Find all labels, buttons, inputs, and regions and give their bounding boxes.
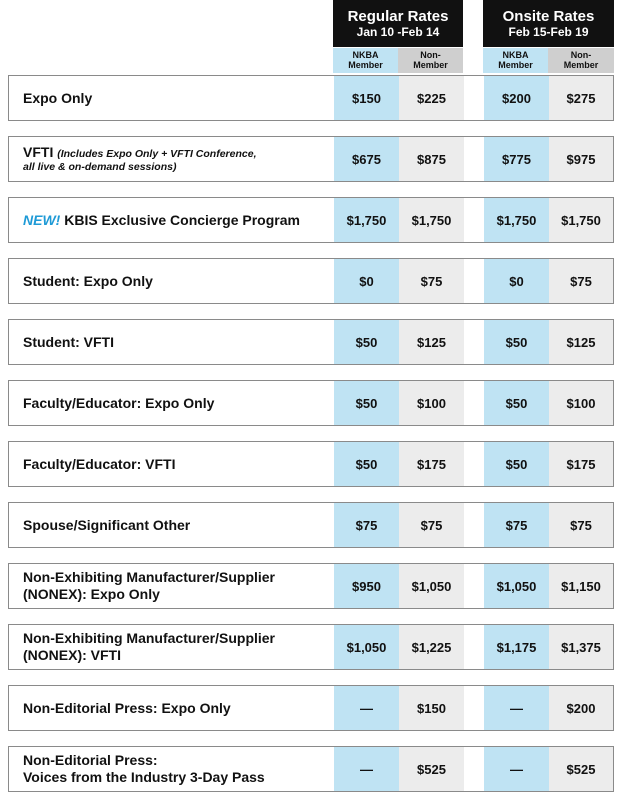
regular-member-price: —: [334, 686, 399, 730]
table-row: [8, 75, 614, 121]
onsite-member-price: $200: [484, 76, 549, 120]
onsite-member-price: $775: [484, 137, 549, 181]
onsite-nonmember-price: $100: [549, 381, 613, 425]
regular-nonmember-price: $150: [399, 686, 464, 730]
row-label-line: [23, 90, 333, 107]
regular-nonmember-price: $125: [399, 320, 464, 364]
row-label-line: [23, 630, 333, 647]
onsite-rates-header: [483, 0, 614, 47]
row-title: Faculty/Educator: Expo Only: [23, 394, 215, 411]
row-title: Student: VFTI: [23, 333, 114, 350]
table-row: [8, 319, 614, 365]
row-label-line: [23, 395, 333, 412]
regular-rates-title: Regular Rates: [347, 8, 449, 25]
regular-member-price: $675: [334, 137, 399, 181]
regular-member-price: $1,750: [334, 198, 399, 242]
onsite-member-price: $1,175: [484, 625, 549, 669]
regular-nonmember-price: $225: [399, 76, 464, 120]
regular-nonmember-price: $1,050: [399, 564, 464, 608]
row-title-line2: Voices from the Industry 3-Day Pass: [23, 769, 265, 785]
row-title-line2: (NONEX): VFTI: [23, 647, 121, 663]
regular-nonmember-price: $1,225: [399, 625, 464, 669]
regular-member-price: $950: [334, 564, 399, 608]
row-label: [23, 76, 333, 120]
onsite-nonmember-price: $275: [549, 76, 613, 120]
subheader-label: Non- Member: [563, 50, 599, 70]
table-row: [8, 258, 614, 304]
onsite-nonmember-price: $125: [549, 320, 613, 364]
regular-nonmember-price: $75: [399, 503, 464, 547]
onsite-member-price: $50: [484, 320, 549, 364]
onsite-member-price: $50: [484, 381, 549, 425]
regular-member-price: $75: [334, 503, 399, 547]
onsite-member-price: $75: [484, 503, 549, 547]
row-label: [23, 442, 333, 486]
row-label: [23, 259, 333, 303]
row-label-line: [23, 144, 333, 161]
row-label: [23, 625, 333, 669]
row-title: KBIS Exclusive Concierge Program: [64, 211, 300, 228]
regular-member-price: —: [334, 747, 399, 791]
row-label: [23, 198, 333, 242]
onsite-member-price: —: [484, 747, 549, 791]
subheader-label: Non- Member: [413, 50, 448, 70]
row-title: Non-Editorial Press:: [23, 752, 158, 768]
table-row: [8, 136, 614, 182]
onsite-nonmember-price: $975: [549, 137, 613, 181]
onsite-nonmember-price: $1,750: [549, 198, 613, 242]
row-label: [23, 137, 333, 181]
regular-nonmember-price: $525: [399, 747, 464, 791]
table-row: [8, 380, 614, 426]
row-label: [23, 564, 333, 608]
regular-member-price: $50: [334, 442, 399, 486]
row-title: Non-Exhibiting Manufacturer/Supplier: [23, 569, 276, 585]
row-title: Faculty/Educator: VFTI: [23, 455, 176, 472]
row-label: [23, 320, 333, 364]
onsite-member-price: $50: [484, 442, 549, 486]
row-label-line: [23, 517, 333, 534]
table-row: [8, 197, 614, 243]
onsite-member-price: $1,050: [484, 564, 549, 608]
subheader-label: NKBA Member: [348, 50, 383, 70]
row-label: [23, 686, 333, 730]
onsite-rates-dates: Feb 15-Feb 19: [508, 25, 589, 39]
onsite-rates-title: Onsite Rates: [502, 8, 595, 25]
table-row: [8, 746, 614, 792]
row-label: [23, 381, 333, 425]
row-label-line: [23, 212, 333, 229]
regular-member-price: $150: [334, 76, 399, 120]
onsite-nonmember-price: $200: [549, 686, 613, 730]
onsite-nonmember-price: $75: [549, 503, 613, 547]
regular-rates-dates: Jan 10 -Feb 14: [356, 25, 440, 39]
row-title: Expo Only: [23, 89, 93, 106]
row-title: Student: Expo Only: [23, 272, 153, 289]
onsite-member-price: $0: [484, 259, 549, 303]
onsite-nonmember-price: $525: [549, 747, 613, 791]
table-row: [8, 502, 614, 548]
regular-member-price: $50: [334, 381, 399, 425]
regular-member-subheader: [333, 48, 398, 73]
new-badge: NEW!: [23, 211, 61, 228]
onsite-nonmember-price: $175: [549, 442, 613, 486]
table-row: [8, 685, 614, 731]
row-note: (Includes Expo Only + VFTI Conference,: [57, 148, 257, 160]
row-label: [23, 503, 333, 547]
onsite-member-price: —: [484, 686, 549, 730]
row-label-line: [23, 273, 333, 290]
regular-member-price: $50: [334, 320, 399, 364]
onsite-member-subheader: [483, 48, 548, 73]
table-row: [8, 624, 614, 670]
onsite-nonmember-price: $75: [549, 259, 613, 303]
table-row: [8, 563, 614, 609]
row-title: Non-Exhibiting Manufacturer/Supplier: [23, 630, 276, 646]
regular-nonmember-subheader: [398, 48, 463, 73]
table-row: [8, 441, 614, 487]
regular-nonmember-price: $75: [399, 259, 464, 303]
row-title: Non-Editorial Press: Expo Only: [23, 699, 231, 716]
row-title: Spouse/Significant Other: [23, 516, 191, 533]
regular-member-price: $1,050: [334, 625, 399, 669]
row-label: [23, 747, 333, 791]
regular-nonmember-price: $175: [399, 442, 464, 486]
row-label-line: [23, 752, 333, 769]
regular-member-price: $0: [334, 259, 399, 303]
regular-nonmember-price: $875: [399, 137, 464, 181]
row-label-line: [23, 700, 333, 717]
onsite-nonmember-price: $1,150: [549, 564, 613, 608]
row-label-line: [23, 569, 333, 586]
onsite-nonmember-subheader: [548, 48, 614, 73]
onsite-nonmember-price: $1,375: [549, 625, 613, 669]
regular-nonmember-price: $100: [399, 381, 464, 425]
row-label-line: [23, 334, 333, 351]
row-label-line: [23, 456, 333, 473]
onsite-member-price: $1,750: [484, 198, 549, 242]
regular-nonmember-price: $1,750: [399, 198, 464, 242]
row-title: VFTI: [23, 144, 54, 160]
regular-rates-header: [333, 0, 463, 47]
subheader-label: NKBA Member: [498, 50, 533, 70]
row-note-line2: all live & on-demand sessions): [23, 161, 177, 173]
row-title-line2: (NONEX): Expo Only: [23, 586, 160, 602]
